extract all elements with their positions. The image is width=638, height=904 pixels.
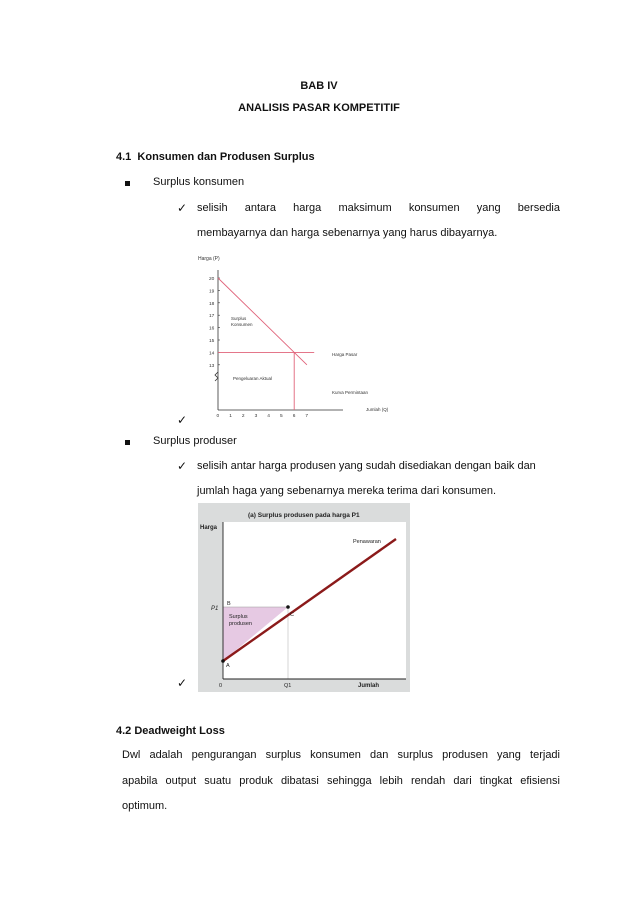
- section-heading-4-1: 4.1 Konsumen dan Produsen Surplus: [116, 151, 315, 163]
- check-icon: ✓: [177, 459, 188, 473]
- x-tick-label: 6: [292, 414, 296, 418]
- point-c-label: C: [290, 612, 294, 618]
- point-a-label: A: [226, 663, 230, 669]
- x-axis-label: Jumlah (Q): [366, 407, 389, 412]
- check-text-line: selisih antara harga maksimum konsumen yang bersedia: [197, 202, 560, 214]
- area-label-produsen: produsen: [229, 621, 252, 627]
- y-tick-label: 14: [209, 351, 215, 357]
- chart-producer-surplus: [198, 503, 410, 692]
- x-tick-label: 1: [229, 414, 232, 418]
- x-tick-0: 0: [219, 683, 223, 689]
- check-icon: ✓: [177, 676, 188, 690]
- check-icon: ✓: [177, 201, 188, 215]
- spending-label: Pengeluaran Aktual: [233, 376, 273, 381]
- bullet-surplus-produser: Surplus produser: [153, 435, 237, 447]
- paragraph-line: Dwl adalah pengurangan surplus konsumen dan surplus produsen yang terjadi: [122, 749, 560, 761]
- x-tick-label: 5: [280, 414, 283, 418]
- y-tick-label: 17: [209, 314, 215, 320]
- check-text-line: jumlah haga yang sebenarnya mereka terima dari konsumen.: [197, 485, 496, 497]
- demand-label: Kurva Permintaan: [332, 390, 369, 395]
- y-tick-label: 16: [209, 326, 215, 332]
- y-tick-label: 13: [209, 363, 215, 369]
- check-text-line: selisih antar harga produsen yang sudah disediakan dengan baik dan: [197, 460, 536, 472]
- supply-label: Penawaran: [353, 539, 381, 545]
- x-tick-label: 3: [254, 414, 258, 418]
- y-axis-label: Harga: [200, 525, 218, 531]
- plot-area: [223, 522, 406, 679]
- y-tick-label: 20: [209, 277, 215, 282]
- area-label-surplus: Surplus: [229, 614, 248, 620]
- point-a: [221, 659, 225, 663]
- page-title: ANALISIS PASAR KOMPETITIF: [238, 102, 400, 114]
- bullet-square-icon: [125, 181, 130, 186]
- x-tick-label: 4: [267, 414, 270, 418]
- chart-consumer-surplus: [196, 250, 406, 418]
- x-tick-label: 0: [216, 414, 220, 418]
- x-axis-label: Jumlah: [358, 683, 380, 689]
- price-label: Harga Pasar: [332, 352, 358, 357]
- bullet-square-icon: [125, 440, 130, 445]
- bullet-surplus-konsumen: Surplus konsumen: [153, 176, 245, 188]
- y-axis-label: Harga (P): [198, 256, 220, 262]
- x-tick-label: 2: [241, 414, 245, 418]
- point-b-label: B: [227, 601, 231, 607]
- chart-title: (a) Surplus produsen pada harga P1: [248, 512, 360, 519]
- paragraph-line: optimum.: [122, 800, 168, 812]
- axis-break-icon: [215, 372, 218, 381]
- check-icon: ✓: [177, 413, 188, 427]
- paragraph-line: apabila output suatu produk dibatasi sehingga lebih rendah dari tingkat efisiensi: [122, 775, 560, 787]
- section-heading-4-2: 4.2 Deadweight Loss: [116, 725, 225, 737]
- x-tick-label: 7: [305, 414, 309, 418]
- konsumen-label: Konsumen: [231, 322, 253, 327]
- y-tick-label: 19: [209, 289, 215, 295]
- check-text-line: membayarnya dan harga sebenarnya yang harus dibayarnya.: [197, 227, 498, 239]
- surplus-label: Surplus: [231, 316, 247, 321]
- chapter-title: BAB IV: [300, 80, 338, 92]
- x-tick-q1: Q1: [284, 683, 292, 689]
- y-tick-p1: P1: [211, 606, 219, 612]
- point-c: [286, 605, 290, 609]
- y-tick-label: 18: [209, 301, 215, 307]
- y-tick-label: 15: [209, 339, 215, 344]
